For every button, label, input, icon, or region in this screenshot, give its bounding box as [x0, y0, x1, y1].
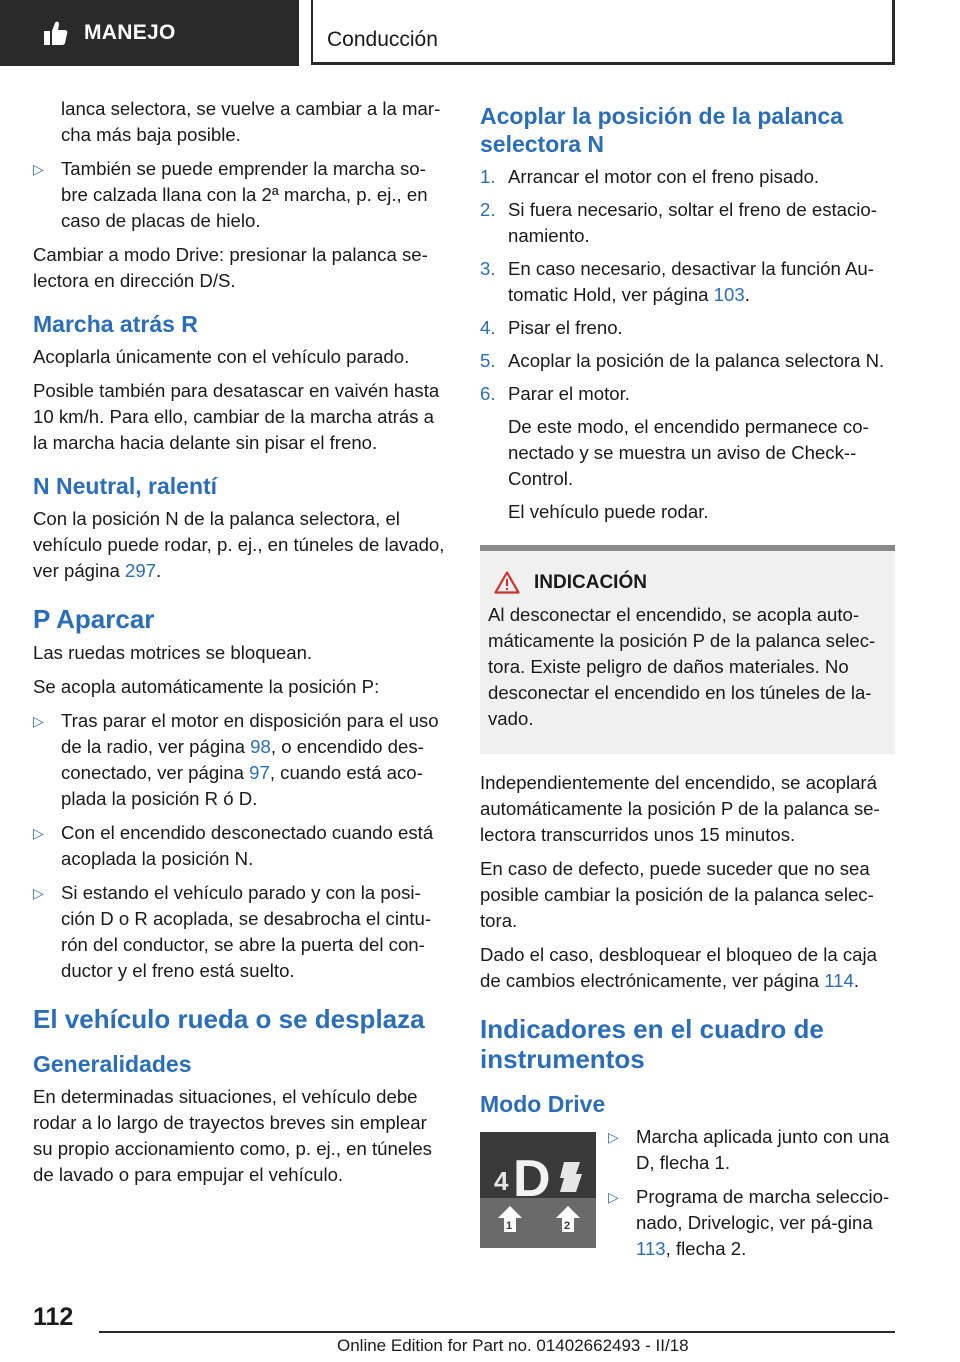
- list-item: 4. Pisar el freno.: [480, 317, 623, 338]
- notice-box: [480, 545, 895, 754]
- drive-mode-bullets: [608, 1124, 895, 1270]
- fig-gear-label: 4: [494, 1166, 509, 1196]
- list-item: ▷ Tras parar el motor en disposición para el uso de la radio, ver página 98, o encendido des-conectado, ver página 97, cuando está aco-plada la posición R ó D.: [33, 710, 439, 809]
- fig-arrow-1: 1: [506, 1220, 513, 1232]
- right-column: [480, 96, 895, 1278]
- drive-mode-display-image: [480, 1132, 596, 1248]
- page-link-297[interactable]: 297: [125, 560, 157, 581]
- list-item: 2. Si fuera necesario, soltar el freno de estacio-namiento.: [480, 199, 877, 246]
- intro-bullets: [33, 156, 448, 234]
- park-bullets: [33, 708, 448, 984]
- fig-arrow-2: 2: [564, 1220, 571, 1232]
- page-link-103[interactable]: 103: [713, 284, 745, 305]
- chapter-title: Conducción: [327, 28, 438, 51]
- page-link-114[interactable]: 114: [824, 970, 854, 991]
- notice-title: INDICACIÓN: [534, 571, 647, 593]
- page-link-113[interactable]: 113: [636, 1238, 666, 1259]
- list-item: 5. Acoplar la posición de la palanca selectora N.: [480, 350, 885, 371]
- bullet-triangle-icon: ▷: [33, 713, 44, 729]
- reverse-heading: Marcha atrás R: [33, 311, 198, 337]
- reverse-p1: Acoplarla únicamente con el vehículo parado.: [33, 346, 410, 367]
- drive-mode-text: Cambiar a modo Drive: presionar la palanca se-lectora en dirección D/S.: [33, 244, 428, 291]
- park-heading: P Aparcar: [33, 604, 155, 634]
- fig-mode-label: D: [513, 1150, 551, 1208]
- bullet-triangle-icon: ▷: [608, 1129, 619, 1145]
- bullet-triangle-icon: ▷: [608, 1189, 619, 1205]
- list-item: 6. Parar el motor. De este modo, el encendido permanece co-nectado y se muestra un aviso de Check--Control. El vehículo puede rodar.: [480, 383, 869, 522]
- warning-icon: [494, 571, 520, 594]
- defect-text: En caso de defecto, puede suceder que no sea posible cambiar la posición de la palanca selec-tora.: [480, 858, 874, 931]
- rolling-heading: El vehículo rueda o se desplaza: [33, 1004, 425, 1034]
- footer-divider: [99, 1331, 895, 1333]
- drive-mode-subheading: Modo Drive: [480, 1091, 606, 1117]
- list-item: ▷ Marcha aplicada junto con una D, flecha 1.: [608, 1126, 890, 1173]
- list-item: 3. En caso necesario, desactivar la función Au-tomatic Hold, ver página 103.: [480, 258, 874, 305]
- edition-text: Online Edition for Part no. 01402662493 - II/18: [337, 1336, 689, 1355]
- page-number: 112: [33, 1303, 74, 1331]
- bullet-triangle-icon: ▷: [33, 161, 44, 177]
- engage-n-heading: Acoplar la posición de la palanca selectora N: [480, 103, 844, 157]
- neutral-p1: Con la posición N de la palanca selectora, el vehículo puede rodar, p. ej., en túneles de lavado, ver página 297.: [33, 508, 445, 581]
- list-item: ▷ Con el encendido desconectado cuando está acoplada la posición N.: [33, 822, 434, 869]
- engage-n-steps: [480, 164, 895, 525]
- list-item: ▷ Programa de marcha seleccio-nado, Drivelogic, ver pá-gina 113, flecha 2.: [608, 1186, 890, 1259]
- neutral-heading: N Neutral, ralentí: [33, 473, 218, 499]
- reverse-p2: Posible también para desatascar en vaivén hasta 10 km/h. Para ello, cambiar de la marcha atrás a la marcha hacia delante sin pisar el freno.: [33, 380, 440, 453]
- left-column: [33, 96, 448, 1196]
- bullet-triangle-icon: ▷: [33, 825, 44, 841]
- hand-icon: [40, 19, 70, 47]
- auto-park-text: Independientemente del encendido, se acoplará automáticamente la posición P de la palanca se-lectora transcurridos unos 15 minutos.: [480, 772, 880, 845]
- rolling-subheading: Generalidades: [33, 1051, 192, 1077]
- chapter-header: [311, 0, 895, 65]
- unlock-text: Dado el caso, desbloquear el bloqueo de la caja de cambios electrónicamente, ver página 114.: [480, 944, 877, 991]
- section-tab: [0, 0, 299, 66]
- notice-text: Al desconectar el encendido, se acopla auto-máticamente la posición P de la palanca selec-tora. Existe peligro de daños materiales. No desconectar el encendido en los túneles de la-vado.: [488, 604, 876, 729]
- rolling-p1: En determinadas situaciones, el vehículo debe rodar a lo largo de trayectos breves sin emplear su propio accionamiento como, p. ej., en túneles de lavado o para empujar el vehículo.: [33, 1086, 432, 1185]
- list-item: ▷ Si estando el vehículo parado y con la posi-ción D o R acoplada, se desabrocha el cintu-rón del conductor, se abre la puerta del con-ductor y el freno está suelto.: [33, 882, 432, 981]
- list-item: 1. Arrancar el motor con el freno pisado.: [480, 166, 820, 187]
- page-link-97[interactable]: 97: [249, 762, 270, 783]
- drive-mode-figure-row: [480, 1124, 895, 1278]
- section-label: MANEJO: [84, 21, 176, 44]
- park-p2: Se acopla automáticamente la posición P:: [33, 676, 380, 697]
- list-item: ▷ También se puede emprender la marcha so-bre calzada llana con la 2ª marcha, p. ej., en caso de placas de hielo.: [33, 158, 428, 231]
- page-link-98[interactable]: 98: [250, 736, 271, 757]
- bullet-triangle-icon: ▷: [33, 885, 44, 901]
- intro-continuation: lanca selectora, se vuelve a cambiar a la mar-cha más baja posible.: [61, 98, 441, 145]
- park-p1: Las ruedas motrices se bloquean.: [33, 642, 313, 663]
- indicators-heading: Indicadores en el cuadro de instrumentos: [480, 1014, 824, 1074]
